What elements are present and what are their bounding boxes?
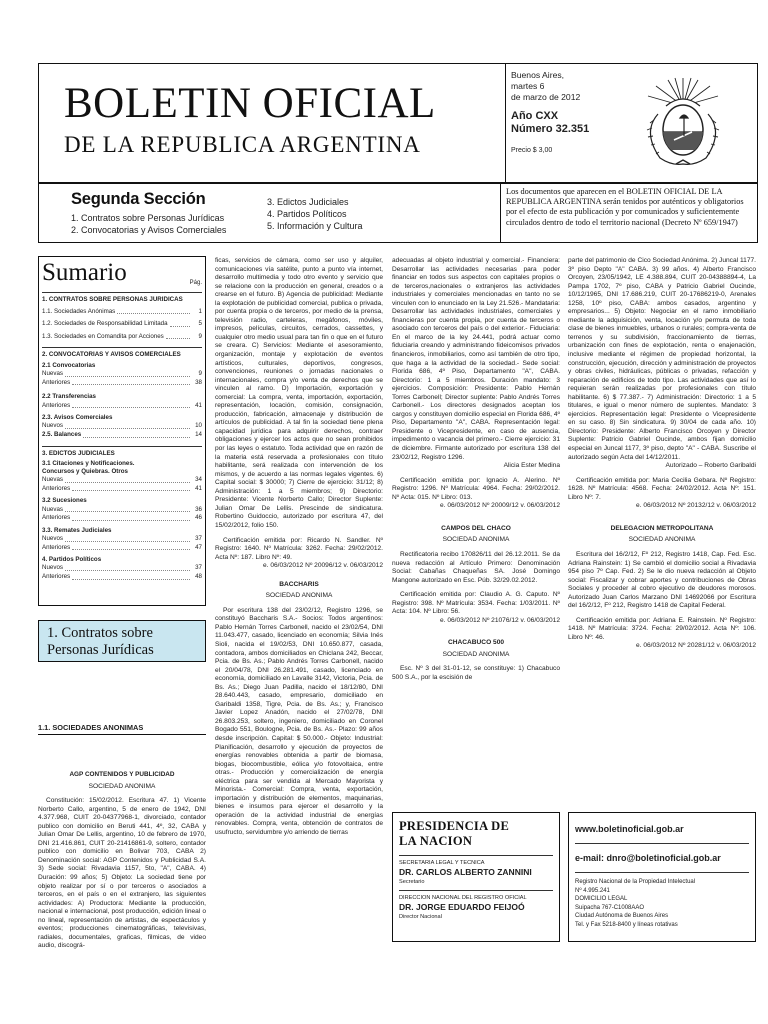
notice-body: parte del patrimonio de Cico Sociedad Anónima. 2) Juncal 1177. 3º piso Depto "A" CABA. 3) 99 años. 4) Alberto Francisco Orcoyen, 23/05/1942, LE 4.388.894, CUIT 20-04388894-4, La Pampa 1702, 7º piso, CABA y Patricio Gabriel Oucinde, 10/12/1965, DNI 17.686.219, CUIT 20-17686219-0, Arenales 1258, 10º piso, CABA: ambos casados, argentino y empresarios... 5) Objeto: Negociar en el ramo inmobiliario mediante la adquisición, venta, locación y/o permuta de toda clase de bienes inmuebles, urbanos o rurales; compra-venta de terrenos y su subdivisión, fraccionamiento de tierras, urbanización con fines de explotación, renta o enajenación, inclusive mediante el régimen de propiedad horizontal, la construcción, ejecución, dirección y administración de proyectos y obras civiles, hidráulicas, públicas o privadas, refacción y reparación de edificios de todo tipo. Las actividades que así lo requieran serán realizadas por profesionales con título habilitante. 6) $ 77.387.- 7) Administración: Directorio: 1 a 5 titulares, e igual o menor número de suplentes. Mandato: 3 ejercicios. Representación legal: Presidente o Vicepresidente en su caso. 8) Sin sindicatura. 9) 30/04 de cada año. 10) Directorio: Presidente: Alberto Francisco Orcoyen y Director Suplente: Patricio Gabriel Oucinde, ambos fijan domicilio especial en Juncal 1177, 3º piso, depto "A" - CABA. Suscribe el autorizado según Acta del 14/12/2011. [568, 257, 756, 461]
office-name: DIRECCION NACIONAL DEL REGISTRO OFICIAL [399, 895, 527, 901]
toc-row[interactable]: Nuevas 34 [42, 476, 202, 484]
toc-row[interactable]: 1.2. Sociedades de Responsabilidad Limitada 5 [42, 320, 202, 328]
toc-row[interactable]: 2.5. Balances 14 [42, 430, 202, 438]
company-name: BACCHARIS [279, 580, 319, 588]
section-title: Segunda Sección [71, 190, 206, 208]
company-name: DELEGACION METROPOLITANA [610, 524, 714, 532]
notice-body: Constitución: 15/02/2012. Escritura 47. 1) Vicente Norberto Callo, argentino, 5 de enero de 1942, DNI 4.377.968, CUIT 20-04377968-1, divorciado, contador publico con domicilio en Beruti 441, 4º, 32, CABA y Julian Omar De Lellis, argentino, 10 de febrero de 1970, DNI 21.416.861, CUIT 20-21416861-9, soltero, contador publico con domicilio en Bolivar 703, CABA 2) Denominación social: AGP Contenidos y Publicidad S.A. 3) Sede social: Rivadavia 1157, 5to, "A", CABA. 4) Duración: 99 años; 5) Objeto: La sociedad tiene por objeto realizar por sí o por terceros o asociados a terceros, en el país o en el extranjero, las siguientes actividades: A) Productora: Mediante la producción, nacional e internacional, post producción, edición lineal o no lineal, representación de artistas, de espectáculos y eventos; producciones cinematográficas, televisivas, radiales, documentales, graficas, filmicas, de video audio, discográ- [38, 797, 206, 950]
notice-body: Esc. Nº 3 del 31-01-12, se constituye: 1) Chacabuco 500 S.A., por la escisión de [392, 665, 560, 681]
company-name: CAMPOS DEL CHACO [441, 524, 511, 532]
edition-weekday: martes 6 [511, 81, 545, 91]
company-type: SOCIEDAD ANONIMA [442, 536, 510, 544]
edition-year: Año CXX [511, 110, 559, 122]
official-position: Director Nacional [399, 914, 442, 920]
notice-signature: Alicia Ester Medina [503, 462, 560, 470]
address-city: Ciudad Autónoma de Buenos Aires [575, 913, 669, 920]
toc-heading: 1. CONTRATOS SOBRE PERSONAS JURIDICAS [42, 296, 183, 303]
company-type: SOCIEDAD ANONIMA [88, 782, 156, 790]
official-position: Secretario [399, 879, 425, 885]
notice-body: Rectificatoria recibo 170826/11 del 26.12.2011. Se da nueva redacción al Artículo Primero: Denominación Social: Cabañas Chaqueñas SA. José Domingo Mangone autorizado en Esc. Púb. 32/29.02.2012. [392, 550, 560, 584]
toc-heading: 2. CONVOCATORIAS Y AVISOS COMERCIALES [42, 351, 181, 359]
toc-row[interactable]: Anteriores 38 [42, 378, 202, 386]
subsection-heading: 1.1. SOCIEDADES ANONIMAS [38, 723, 206, 735]
section-item: 4. Partidos Políticos [267, 209, 347, 219]
notice-body: Escritura del 16/2/12, Fº 212, Registro 1418, Cap. Fed. Esc. Adriana Rainstein: 1) Se cambió el domicilio social a Rivadavia 954 piso 7º Cap. Fed. 2) Se le dio nueva redacción al Objeto social: Fiscalizar y cobrar aportes y contribuciones de Obras Sociales y proceder al cobro ejecutivo de deudores morosos. Autorizado Juan Carlos Marzano DNI 14692066 por Escritura del 16/2/12, Fº 212, Registro 1418 de Capital Federal. [568, 550, 756, 610]
toc-group-1 [42, 308, 202, 342]
registry-label: Registro Nacional de la Propiedad Intelectual [575, 879, 696, 885]
masthead-divider [505, 63, 506, 182]
notice-certification: Certificación emitida por: Maria Cecilia Gebara. Nº Registro: 1628. Nº Matrícula: 4568. Fecha: 24/02/2012. Acta Nº: 151. Libro Nº: 7. [568, 476, 756, 501]
notice-reference: e. 06/03/2012 Nº 20009/12 v. 06/03/2012 [440, 502, 560, 510]
website-link[interactable]: www.boletinoficial.gob.ar [575, 824, 684, 834]
column-2 [215, 257, 383, 838]
notice-body: ficas, servicios de cámara, como ser uso y alquiler, comunicaciones vía satélite, punto a punto vía internet, desarrollo multimedia y todo otro evento y servicio que se relacione con la producción en general, creados o a crearse en el futuro. B) Agencia de publicidad: Mediante la explotación de publicidad comercial, publica o privada, por cuenta propia o de terceros, por medio de la prensa, televisión radio, carteleras, megáfonos, móviles, impresos, películas, circuitos, cerrados, cassettes, y cualquier otro medio usual para tan fin o que en el futuro se creara. C) Servicios: Mediante el asesoramiento, organización, montaje y explotación de eventos artísticos, culturales, deportivos, congresos, convenciones, reuniones o jornadas nacionales o internacionales, compra y/o venta de derechos que se vinculen al ramo. D) Importación, exportación y comercial: La compra, venta, importación, exportación, representación, locación, comisión, consignación, producción, fabricación, almacenaje y distribución de artículos de publicidad. A tal fin la sociedad tiene plena capacidad jurídica para adquirir derechos, contraer obligaciones y ejercer los actos que no sean prohibidos por las leyes o estatuto. Toda actividad que en razón de la materia está reservada a profesionales con título habilitante, será realizada con intervención de los mismos, y de acuerdo a las normas legales vigentes. 6) Capital social: $ 30000; 7) Cierre de ejercicio: 31/12; 8) Administración: 1 a 5 miembros; 9) Directorio: Presidente: Vicente Norberto Callo; Director Suplente: Julian Omar De Lellis. Prescinde de sindicatura. Robertino Guidoccio, autorizado por escritura 47, del 15/02/2012, folio 150. [215, 257, 383, 529]
email-link[interactable]: e-mail: dnro@boletinoficial.gob.ar [575, 853, 721, 863]
company-type: SOCIEDAD ANONIMA [628, 536, 696, 544]
registry-number: Nº 4.995.241 [575, 887, 610, 894]
notice-body: adecuadas al objeto industrial y comercial.- Financiera: Desarrollar las actividades necesarias para poder financiar en todos sus aspectos con capitales propios o de terceros,nacionales o extranjeros las actividades industriales y comerciales mencionadas en tanto no se vinculen con lo enunciado en la Ley 21.526.- Mandataria: Desarrollar las actividades industriales, comerciales y financieras por cuenta propia, por cuenta de terceros o asociado con terceros del país o del exterior.- Fiduciaria: En el marco de la ley 24.441, podrá actuar como fiduciaria creando y administrando fideicomisos privados financieros, inmobiliarios, como así también de otro tipo, que haga a la actividad de la sociedad.- Sede social: Florida 686, 4º Piso, Departamento "A", CABA. Directorio: 1 a 5 miembros. Duración mandato: 3 ejercicios. Composición: Presidente: Pablo Hernán Torres Carbonell; Director suplente: Pablo Andrés Torres Carbonell.- Los directores designados aceptan los cargos y constituyen domicilio especial en Florida 686, 4º Piso, Departamento "A", CABA. Representación legal: Presidente o Vicepresidente, en caso de ausencia, impedimento o vacancia del primero.- Cierre ejercicio: 31 de diciembre. Firmante autorizado por escritura 138 del 23/02/12, Registro 1296. [392, 257, 560, 461]
toc-subheading: 3.1 Citaciones y Notificaciones. Concursos y Quiebras. Otros [42, 460, 135, 476]
presidency-title: PRESIDENCIA DE LA NACION [399, 819, 510, 848]
sumario-title: Sumario [42, 259, 127, 286]
notice-certification: Certificación emitida por: Claudio A. G. Caputo. Nº Registro: 398. Nº Matrícula: 3534. Fecha: 1/03/2011. Nº Acta: 104. Nº Libro: 56. [392, 591, 560, 616]
notice-certification: Certificación emitida por: Ignacio A. Alerino. Nº Registro: 1296. Nº Matrícula: 4964. Fecha: 29/02/2012. Nº Acta: 015. Nº Libro: 013. [392, 476, 560, 501]
official-name: DR. CARLOS ALBERTO ZANNINI [399, 867, 532, 877]
masthead-subtitle: DE LA REPUBLICA ARGENTINA [64, 132, 421, 157]
section-item: 2. Convocatorias y Avisos Comerciales [71, 225, 227, 235]
toc-row[interactable]: Anteriores 47 [42, 543, 202, 551]
section-item: 5. Información y Cultura [267, 221, 363, 231]
section-banner [38, 620, 206, 662]
address-street: Suipacha 767-C1008AAO [575, 904, 645, 911]
contact-box [568, 812, 756, 942]
section-items-left [71, 212, 226, 236]
notice-certification: Certificación emitida por: Adriana E. Rainstein. Nº Registro: 1418. Nº Matrícula: 3724. Fecha: 29/02/2012. Acta Nº: 106. Libro Nº: 46. [568, 616, 756, 641]
company-type: SOCIEDAD ANONIMA [442, 650, 510, 658]
toc-row[interactable]: Nuevas 36 [42, 505, 202, 513]
edition-info [511, 70, 621, 156]
company-name: AGP CONTENIDOS Y PUBLICIDAD [69, 771, 175, 778]
toc-subheading: 3.3. Remates Judiciales [42, 526, 112, 534]
office-name: SECRETARIA LEGAL Y TECNICA [399, 860, 485, 866]
company-type: SOCIEDAD ANONIMA [265, 592, 333, 600]
toc-subheading: 4. Partidos Políticos [42, 556, 102, 564]
notice-reference: e. 06/03/2012 Nº 20281/12 v. 06/03/2012 [636, 642, 756, 650]
sumario-page-label: Pág. [189, 280, 202, 286]
toc-row[interactable]: 1.3. Sociedades en Comandita por Acciones 9 [42, 332, 202, 340]
toc-row[interactable]: Anteriores 46 [42, 514, 202, 522]
notice-reference: e. 06/03/2012 Nº 20096/12 v. 06/03/2012 [263, 562, 383, 570]
column-4 [568, 257, 756, 651]
toc-row[interactable]: Anteriores 41 [42, 484, 202, 492]
section-item: 1. Contratos sobre Personas Jurídicas [71, 213, 225, 223]
toc-row[interactable]: 1.1. Sociedades Anónimas 1 [42, 307, 202, 315]
toc-subheading: 2.1 Convocatorias [42, 361, 96, 369]
column-1 [38, 767, 206, 951]
notice-body: Por escritura 138 del 23/02/12, Registro 1296, se constituyó Baccharis S.A.- Socios: Todos argentinos: Pablo Hernán Torres Carbonell, nacido el 23/02/54, DNI 11.043.477, casado, licenciado en economía; Silvia Inés Sioli, nacida el 19/02/53, DNI 10.650.877, casada, contadora, ambos domiciliados en Chiclana 242, Beccar, Pcia. de Bs. As.; Pablo Andrés Torres Carbonell, nacido el 20/04/78, DNI 26.281.491, casado, licenciado en economía, domiciliado en Lavalle 3142, Victoria, Pcia. de Bs. As.; Diego Juan Padilla, nacido el 18/12/80, DNI 28.640.443, casado, empresario, domiciliado en Garibaldi 1358, Tigre, Pcia. de Bs. As.; y, Francisco Javier Lopez Anadón, nacido el 27/02/78, DNI 26.803.253, soltero, ingeniero, domiciliado en Coronel Bogado 551, Boulogne, Pcia. de Bs. As.- Plazo: 99 años desde inscripción. Capital: $ 50.000.- Objeto: Industrial: Planificación, desarrollo y ejecución de proyectos de energías renovables obtenida a partir de biomasa, biogas, biocombustible, eólica y/o fotovoltaica, entre otras.- Producción y comercialización de energía eléctrica para ser vendida al Mercado Mayorista y Minorista.- Comercial: Compra, venta, exportación, importación y distribución de elementos, maquinarias, bienes e insumos para ejercer el desarrollo y la operación de la actividad industrial de energías renovables. Compra, venta, obtención de contratos de usufructo, servidumbre y/o arriendo de tierras [215, 606, 383, 836]
toc-subheading: 2.2 Transferencias [42, 393, 97, 401]
section-item: 3. Edictos Judiciales [267, 197, 349, 207]
coat-of-arms-icon [628, 74, 738, 170]
toc-row[interactable]: Anteriores 48 [42, 572, 202, 580]
sumario [42, 258, 202, 582]
address-label: DOMICILIO LEGAL [575, 896, 628, 903]
company-name: CHACABUCO 500 [447, 639, 505, 647]
notice-reference: e. 06/03/2012 Nº 20132/12 v. 06/03/2012 [636, 502, 756, 510]
section-banner-line: Personas Jurídicas [47, 642, 154, 658]
toc-row[interactable]: Anteriores 41 [42, 401, 202, 409]
toc-row[interactable]: Nuevas 9 [42, 370, 202, 378]
legal-notice: Los documentos que aparecen en el BOLETIN OFICIAL DE LA REPUBLICA ARGENTINA serán tenidos por auténticos y obligatorios por el efecto de esta publicación y por comunicados y suficientemente circulados dentro de todo el territorio nacional (Decreto Nº 659/1947) [506, 187, 744, 227]
toc-subheading: 3.2 Sucesiones [42, 497, 87, 505]
toc-heading: 3. EDICTOS JUDICIALES [42, 449, 115, 457]
masthead-title: BOLETIN OFICIAL [64, 80, 436, 127]
toc-row[interactable]: Nuevos 10 [42, 422, 202, 430]
presidency-box [392, 812, 560, 942]
official-name: DR. JORGE EDUARDO FEIJOÓ [399, 902, 525, 912]
edition-date: de marzo de 2012 [511, 92, 581, 102]
notice-certification: Certificación emitida por: Ricardo N. Sandler. Nº Registro: 1640. Nº Matrícula: 3262. Fecha: 29/02/2012. Acta Nº: 187. Libro Nº: 49. [215, 536, 383, 561]
toc-row[interactable]: Nuevos 37 [42, 564, 202, 572]
edition-city: Buenos Aires, [511, 70, 565, 80]
notice-signature: Autorizado – Roberto Garibaldi [665, 462, 756, 470]
column-3 [392, 257, 560, 683]
toc-subheading: 2.3. Avisos Comerciales [42, 414, 113, 422]
section-banner-line: 1. Contratos sobre [47, 625, 153, 641]
edition-price: Precio $ 3,00 [511, 147, 553, 154]
toc-row[interactable]: Nuevos 37 [42, 534, 202, 542]
section-items-right [267, 196, 363, 232]
phone-fax: Tel. y Fax 5218-8400 y líneas rotativas [575, 921, 678, 928]
notice-reference: e. 06/03/2012 Nº 21076/12 v. 06/03/2012 [440, 616, 560, 624]
edition-number: Número 32.351 [511, 123, 590, 135]
